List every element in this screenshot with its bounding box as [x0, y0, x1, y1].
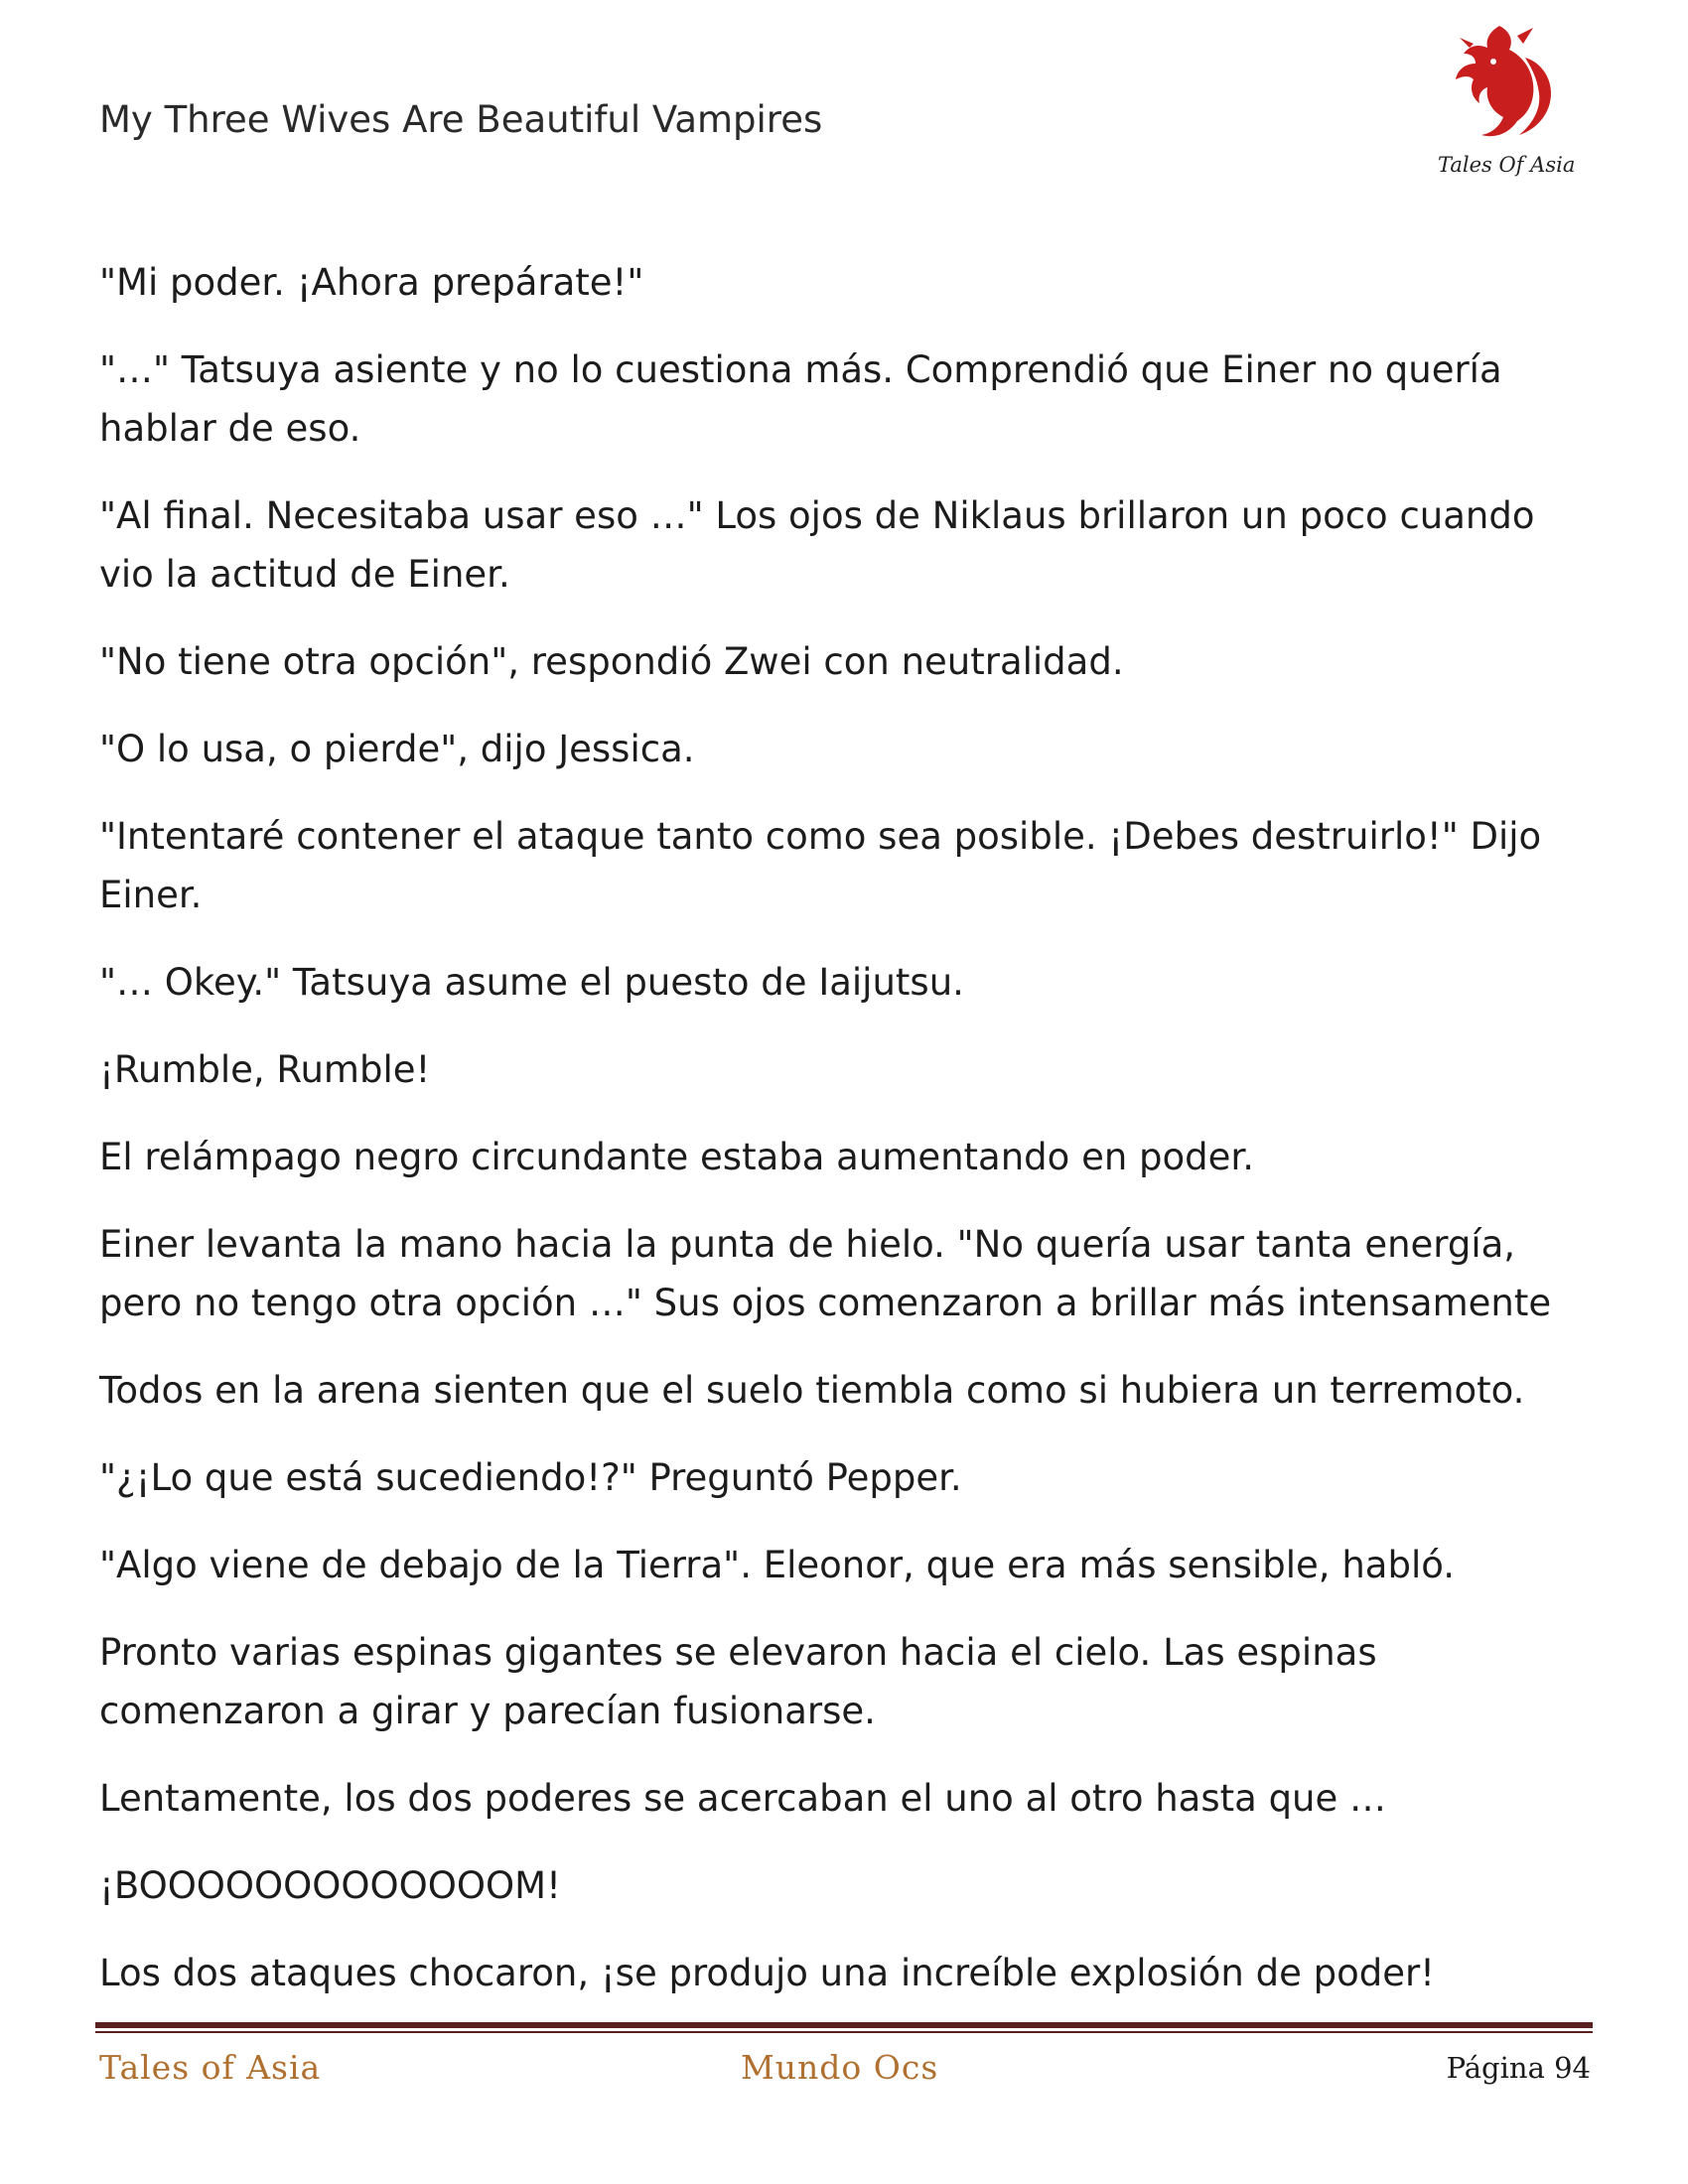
paragraph: "O lo usa, o pierde", dijo Jessica. — [99, 728, 695, 770]
footer-divider — [95, 2022, 1593, 2034]
paragraph: Los dos ataques chocaron, ¡se produjo una increíble explosión de poder! — [99, 1952, 1436, 1994]
page-number: Página 94 — [1446, 2051, 1591, 2085]
footer-site: Mundo Ocs — [741, 2048, 939, 2087]
paragraph: ¡BOOOOOOOOOOOOOM! — [99, 1864, 561, 1907]
paragraph: Einer levanta la mano hacia la punta de hielo. "No quería usar tanta energía, pero no tengo otra opción …" Sus ojos comenzaron a brillar más intensamente — [99, 1223, 1552, 1324]
paragraph: El relámpago negro circundante estaba aumentando en poder. — [99, 1136, 1254, 1178]
paragraph: "Algo viene de debajo de la Tierra". Eleonor, que era más sensible, habló. — [99, 1544, 1455, 1586]
paragraph: "Intentaré contener el ataque tanto como sea posible. ¡Debes destruirlo!" Dijo Einer. — [99, 815, 1542, 916]
paragraph: Todos en la arena sienten que el suelo tiembla como si hubiera un terremoto. — [99, 1369, 1525, 1412]
paragraph: Lentamente, los dos poderes se acercaban el uno al otro hasta que … — [99, 1777, 1387, 1820]
footer-brand: Tales of Asia — [99, 2048, 322, 2087]
book-title: My Three Wives Are Beautiful Vampires — [99, 98, 823, 141]
paragraph: Pronto varias espinas gigantes se elevaron hacia el cielo. Las espinas comenzaron a girar y parecían fusionarse. — [99, 1631, 1377, 1732]
logo-text: Tales Of Asia — [1438, 153, 1576, 177]
paragraph: "Mi poder. ¡Ahora prepárate!" — [99, 261, 644, 304]
paragraph: "¿¡Lo que está sucediendo!?" Preguntó Pepper. — [99, 1456, 962, 1499]
paragraph: ¡Rumble, Rumble! — [99, 1048, 431, 1091]
paragraph: "… Okey." Tatsuya asume el puesto de Iaijutsu. — [99, 961, 964, 1004]
paragraph: "…" Tatsuya asiente y no lo cuestiona más. Comprendió que Einer no quería hablar de eso. — [99, 348, 1502, 450]
paragraph: "No tiene otra opción", respondió Zwei con neutralidad. — [99, 640, 1124, 683]
chapter-text — [99, 253, 1589, 2031]
paragraph: "Al final. Necesitaba usar eso …" Los ojos de Niklaus brillaron un poco cuando vio la actitud de Einer. — [99, 494, 1535, 596]
